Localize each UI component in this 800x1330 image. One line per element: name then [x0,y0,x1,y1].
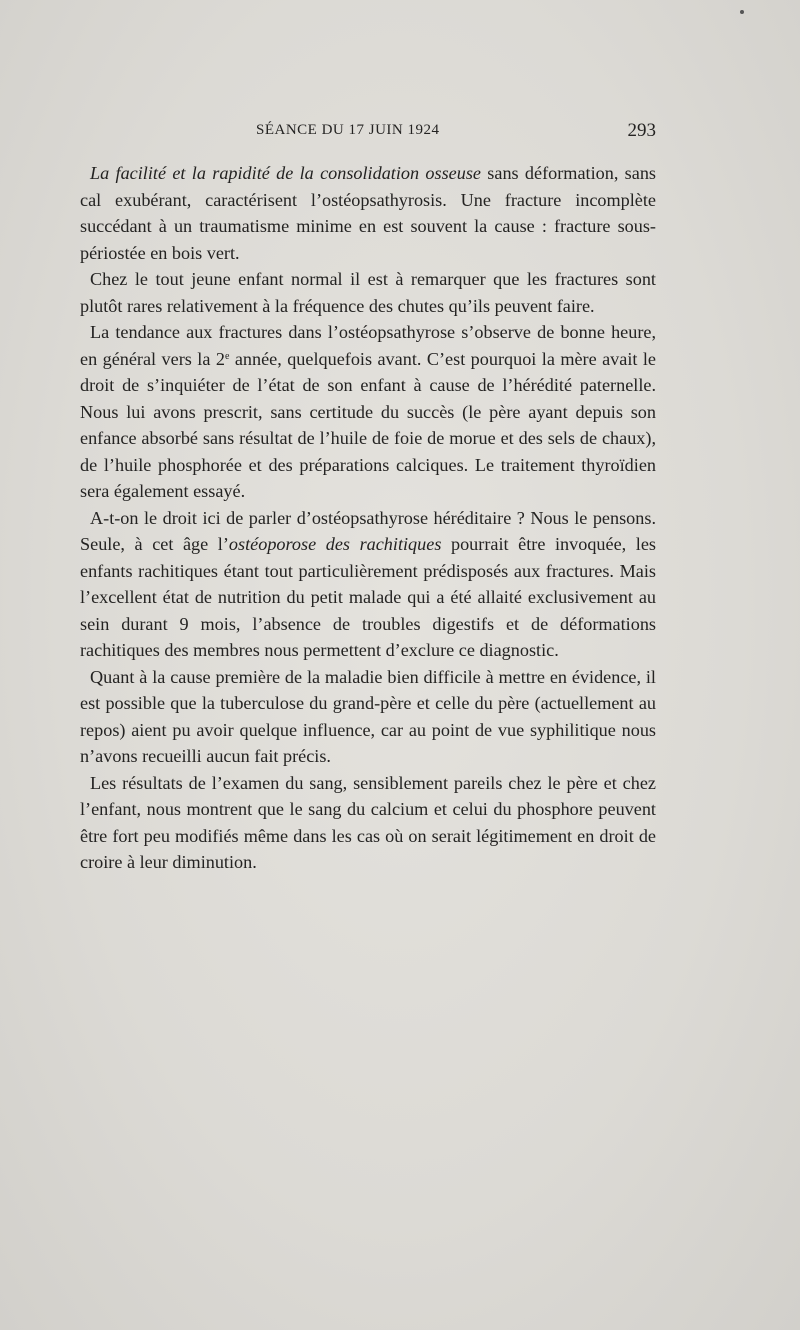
running-head: SÉANCE DU 17 JUIN 1924 [256,122,440,138]
paragraph-3-text-a: La tendance aux fractures dans l’ostéopsathyrose s’observe de bonne heure, en général vers la 2 [80,322,656,369]
page-header [80,118,656,148]
paragraph-5-text: Quant à la cause première de la maladie bien difficile à mettre en évidence, il est possible que la tuberculose du grand-père et celle du père (actuellement au repos) aient pu avoir quelque influence, car au point de vue syphilitique nous n’avons recueilli aucun fait précis. [80,666,656,766]
paragraph-1-text: sans déformation, sans cal exubérant, caractérisent l’ostéopsathyrosis. Une fracture incomplète succédant à un traumatisme minime en est souvent la cause : fracture sous-périostée en bois vert. [80,163,656,263]
paragraph-6-text: Les résultats de l’examen du sang, sensiblement pareils chez le père et chez l’enfant, nous montrent que le sang du calcium et celui du phosphore peuvent être fort peu modifiés même dans les cas où on serait légitimement en droit de croire à leur diminution. [80,772,656,872]
paragraph-1 [80,160,656,266]
paragraph-4 [80,505,656,664]
paragraph-3 [80,319,656,505]
paper-speck [740,10,744,14]
paragraph-2 [80,266,656,319]
paragraph-2-text: Chez le tout jeune enfant normal il est à remarquer que les fractures sont plutôt rares relativement à la fréquence des chutes qu’ils peuvent faire. [80,269,656,316]
paragraph-4-text-a: A-t-on le droit ici de parler d’ostéopsathyrose héréditaire ? Nous le pensons. Seule, à cet âge l’ [80,507,656,554]
paragraph-5 [80,664,656,770]
italic-lead: La facilité et la rapidité de la consolidation osseuse [90,163,481,183]
paragraph-3-text-b: année, quelquefois avant. C’est pourquoi la mère avait le droit de s’inquiéter de l’état de son enfant à cause de l’hérédité paternelle. Nous lui avons prescrit, sans certitude du succès (le père ayant depuis son enfance absorbé sans résultat de l’huile de foie de morue et des sels de chaux), de l’huile phosphorée et des préparations calciques. Le traitement thyroïdien sera également essayé. [80,348,657,501]
superscript: e [224,350,230,362]
page-number: 293 [627,120,656,141]
paragraph-6 [80,770,656,876]
paragraph-4-text-b: pourrait être invoquée, les enfants rachitiques étant tout particulièrement prédisposés aux fractures. Mais l’excellent état de nutrition du petit malade qui a été allaité exclusivement au sein durant 9 mois, l’absence de troubles digestifs et de déformations rachitiques des membres nous permettent d’exclure ce diagnostic. [80,534,656,660]
body-text [80,160,656,876]
paragraph-4-italic: ostéoporose des rachitiques [228,534,442,554]
